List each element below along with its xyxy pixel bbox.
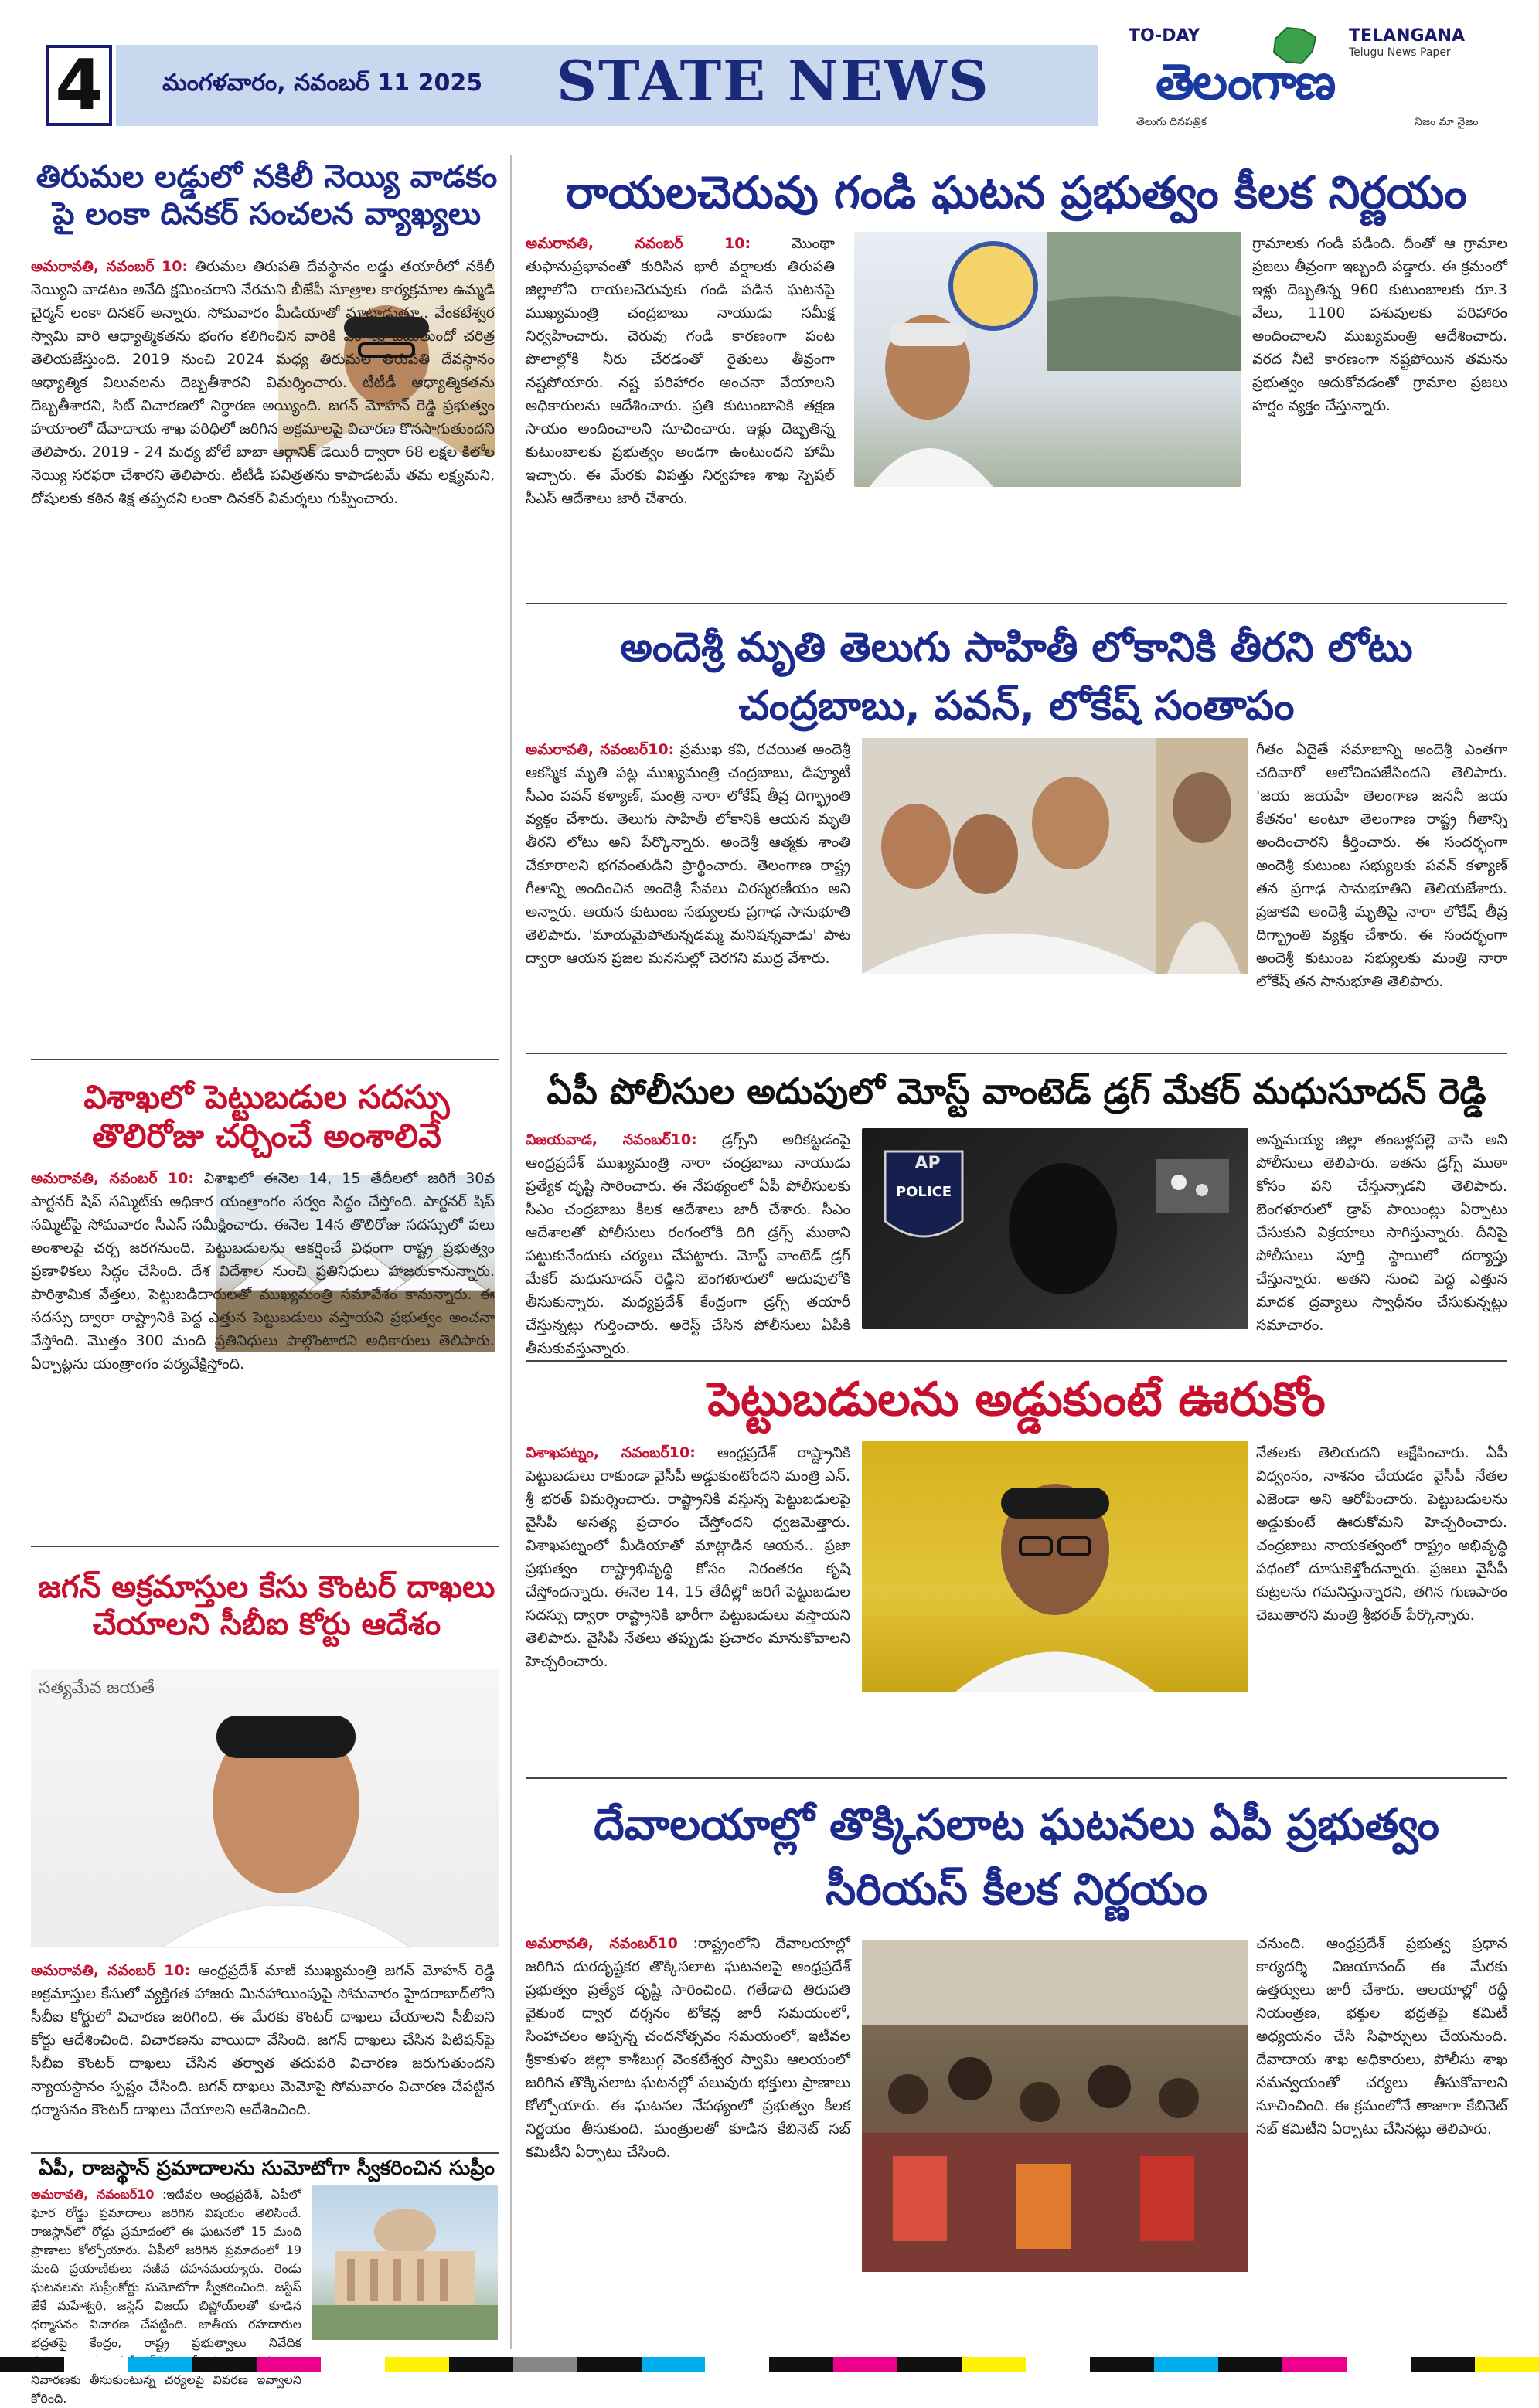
article-8-text: :ఇటీవల ఆంధ్రప్రదేశ్, ఏపీలో ఘోర రోడ్డు ప్రమాదాలు జరిగిన విషయం తెలిసిందే. రాజస్థాన్‌లో రోడ్డు ప్రమాదంలో ఈ ఘటనలో 15 మంది ప్రాణాలు కోల్పోయారు. ఏపీలో జరిగిన ప్రమాదంలో 19 మంది ప్రయాణికులు సజీవ దహనమయ్యారు. రెండు ఘటనలను సుప్రీంకోర్టు సుమోటోగా స్వీకరించింది. జస్టిస్ జేకే మహేశ్వరి, జస్టిస్ విజయ్ బిష్ణోయ్‌లతో కూడిన ధర్మాసనం విచారణ చేపట్టింది. జాతీయ రహదారుల భద్రతపై కేంద్రం, రాష్ట్ర ప్రభుత్వాలు నివేదిక నివారణకు తీసుకుంటున్న చర్యలపై వివరణ ఇవ్వాలని కోరింది.: [31, 2187, 301, 2406]
article-9-text-2: చనుంది. ఆంధ్రప్రదేశ్ ప్రభుత్వ ప్రధాన కార్యదర్శి విజయానంద్ ఈ మేరకు ఉత్తర్వులు జారీ చేశారు. ఆలయాల్లో రద్దీ నియంత్రణ, భక్తుల భద్రతపై కమిటీ అధ్యయనం చేసి సిఫార్సులు చేయనుంది. దేవాదాయ శాఖ అధికారులు, పోలీసు శాఖ సమన్వయంతో చర్యలు తీసుకోవాలని సూచించింది. ఈ క్రమంలోనే తాజాగా కేబినెట్ సబ్ కమిటీని ఏర్పాటు చేసినట్లు తెలిపారు.: [1256, 1935, 1507, 2138]
supreme-court-graphic: [312, 2185, 498, 2340]
reg-swatch: [513, 2357, 577, 2372]
article-7-text-2: నేతలకు తెలియదని ఆక్షేపించారు. ఏపీ విధ్వంసం, నాశనం చేయడం వైసీపీ నేతల ఎజెండా అని ఆరోపించారు. పెట్టుబడులను అడ్డుకుంటే ఊరుకోమని హెచ్చరించారు. చంద్రబాబు నాయకత్వంలో రాష్ట్రం అభివృద్ధి పథంలో దూసుకెళ్తోందన్నారు. ప్రజలు వైసీపీ కుట్రలను గమనిస్తున్నారని, తగిన గుణపాఠం చెబుతారని మంత్రి శ్రీభరత్ పేర్కొన్నారు.: [1256, 1444, 1507, 1624]
article-8-dateline: అమరావతి, నవంబర్10: [31, 2187, 155, 2202]
reg-swatch: [192, 2357, 257, 2372]
reg-swatch: [897, 2357, 962, 2372]
issue-date: మంగళవారం, నవంబర్ 11 2025: [162, 70, 483, 97]
article-2-body: [526, 232, 835, 591]
reg-swatch: [1282, 2357, 1347, 2372]
jagan-portrait-graphic: [31, 1669, 499, 1947]
article-8-photo: [312, 2185, 498, 2340]
article-3-body: [31, 1167, 495, 1546]
reg-swatch: [1218, 2357, 1282, 2372]
article-4-body: [526, 738, 850, 1043]
article-4-dateline: అమరావతి, నవంబర్10:: [526, 741, 675, 758]
article-5-dateline: అమరావతి, నవంబర్ 10:: [31, 1962, 191, 1979]
article-8-row: [31, 2185, 502, 2406]
article-4-text-2: గీతం ఏదైతే సమాజాన్ని అందెశ్రీ ఎంతగా చదివారో ఆలోచింపజేసిందని తెలిపారు. 'జయ జయహే తెలంగాణ జననీ జయ కేతనం' అంటూ తెలంగాణ రాష్ట్ర గీతాన్ని అందించారని కీర్తించారు. ఈ సందర్భంగా అందెశ్రీ కుటుంబ సభ్యులకు పవన్ కళ్యాణ్ తన ప్రగాఢ సానుభూతిని తెలియజేశారు. ప్రజాకవి అందెశ్రీ మృతిపై నారా లోకేష్ తీవ్ర దిగ్భ్రాంతి వ్యక్తం చేశారు. ఈ సందర్భంగా అందెశ్రీ కుటుంబ సభ్యులకు మంత్రి నారా లోకేష్ తన సానుభూతి తెలిపారు.: [1256, 741, 1507, 990]
logo-caption-right: నిజం మా నైజం: [1415, 116, 1479, 128]
divider: [31, 1546, 499, 1547]
article-7-text: ఆంధ్రప్రదేశ్ రాష్ట్రానికి పెట్టుబడులు రాకుండా వైసీపీ అడ్డుకుంటోందని మంత్రి ఎన్. శ్రీ భరత్ విమర్శించారు. రాష్ట్రానికి వస్తున్న పెట్టుబడులపై వైసీపీ అసత్య ప్రచారం చేస్తోందని ధ్వజమెత్తారు. విశాఖపట్నంలో మీడియాతో మాట్లాడిన ఆయన.. ప్రజా ప్రభుత్వం రాష్ట్రాభివృద్ధి కోసం నిరంతరం కృషి చేస్తోందన్నారు. ఈనెల 14, 15 తేదీల్లో జరిగే పెట్టుబడుల సదస్సు ద్వారా రాష్ట్రానికి భారీగా పెట్టుబడులు వస్తాయని తెలిపారు. వైసీపీ నేతలు తప్పుడు ప్రచారం మానుకోవాలని హెచ్చరించారు.: [526, 1444, 850, 1670]
reg-swatch: [321, 2357, 385, 2372]
reg-swatch: [642, 2357, 706, 2372]
article-1-body: [31, 255, 495, 1047]
logo-tag-left: TO-DAY: [1129, 26, 1200, 46]
police-badge-label: POLICE: [895, 1184, 952, 1200]
article-4-body-col2: [1256, 738, 1507, 1043]
article-2-body-caption: [854, 495, 1241, 591]
article-3-dateline: అమరావతి, నవంబర్ 10:: [31, 1170, 194, 1187]
article-9-headline: దేవాలయాల్లో తొక్కిసలాట ఘటనలు ఏపీ ప్రభుత్వం సీరియస్ కీలక నిర్ణయం: [594, 1800, 1439, 1915]
article-6-text: డ్రగ్స్‌ని అరికట్టడంపై ఆంధ్రప్రదేశ్ ముఖ్యమంత్రి నారా చంద్రబాబు నాయుడు ప్రత్యేక దృష్టి సారించారు. ఈ నేపథ్యంలో ఏపీ పోలీసులకు సీఎం చంద్రబాబు కీలక ఆదేశాలు జారీ చేశారు. సీఎం ఆదేశాలతో పోలీసులు రంగంలోకి దిగి డ్రగ్స్ ముఠాని పట్టుకునేందుకు చర్యలు చేపట్టారు. మోస్ట్ వాంటెడ్ డ్రగ్ మేకర్ మధుసూదన్ రెడ్డిని బెంగళూరులో అదుపులోకి తీసుకున్నారు. మధ్యప్రదేశ్ కేంద్రంగా డ్రగ్స్ తయారీ చేస్తున్నట్లు గుర్తించారు. అరెస్ట్ చేసిన పోలీసులు ఏపీకి తీసుకువస్తున్నారు.: [526, 1131, 850, 1357]
article-6-body-col2: [1256, 1128, 1507, 1352]
article-8-body: [31, 2185, 301, 2406]
logo-name: తెలంగాణ: [1156, 54, 1335, 111]
reg-swatch: [1026, 2357, 1090, 2372]
article-6-body: [526, 1128, 850, 1357]
article-5-body: [31, 1959, 495, 2144]
reg-swatch: [1154, 2357, 1218, 2372]
reg-swatch: [257, 2357, 321, 2372]
reg-swatch: [385, 2357, 449, 2372]
article-1-text: తిరుమల తిరుపతి దేవస్థానం లడ్డు తయారీలో నకిలీ నెయ్యిని వాడటం అనేది క్షమించరాని నేరమని బీజేపీ సూత్రాల కార్యక్రమాల ఉమ్మడి చైర్మన్ లంకా దినకర్ అన్నారు. సోమవారం మీడియాతో మాట్లాడుతూ.. వేంకటేశ్వర స్వామి వారి ఆధ్యాత్మికతను భంగం కలిగించిన వారికి ఏం శిక్ష పడుతుందో చరిత్ర తెలియజేస్తుంది. 2019 నుంచి 2024 మధ్య తిరుమల తిరుపతి దేవస్థానం ఆధ్యాత్మిక విలువలను దెబ్బతీశారని విమర్శించారు. టీటీడీ ఆధ్యాత్మికతను దెబ్బతీశారని, సిట్ విచారణలో నిర్ధారణ అయ్యింది. జగన్ మోహన్ రెడ్డి ప్రభుత్వం హయాంలో దేవాదాయ శాఖ పరిధిలో జరిగిన అక్రమాలపై విచారణ కొనసాగుతుందని తెలిపారు. 2019 - 24 మధ్య బోలే బాబా ఆర్గానిక్ డెయిరీ ద్వారా 68 లక్షల కిలోల నెయ్యి సరఫరా చేశారని తెలిపారు. టీటీడీ పవిత్రతను కాపాడటమే తమ లక్ష్యమని, దోషులకు కఠిన శిక్ష తప్పదని లంకా దినకర్ విమర్శలు గుప్పించారు.: [31, 258, 495, 507]
divider: [526, 603, 1507, 604]
article-5-text: ఆంధ్రప్రదేశ్ మాజీ ముఖ్యమంత్రి జగన్ మోహన్ రెడ్డి అక్రమాస్తుల కేసులో వ్యక్తిగత హాజరు మినహాయింపుపై సోమవారం హైదరాబాద్‌లోని సీబీఐ కోర్టులో విచారణ జరిగింది. ఈ మేరకు కౌంటర్ దాఖలు చేయాలని సీబీఐని కోర్టు ఆదేశించింది. విచారణను వాయిదా వేసింది. జగన్ దాఖలు చేసిన పిటిషన్‌పై సీబీఐ కౌంటర్ దాఖలు చేసిన తర్వాత తదుపరి విచారణ జరుగుతుందని న్యాయస్థానం స్పష్టం చేసింది. జగన్ దాఖలు మెమోపై సోమవారం విచారణ చేపట్టిన ధర్మాసనం కౌంటర్ దాఖలు చేయాలని ఆదేశించింది.: [31, 1962, 495, 2118]
article-9-dateline: అమరావతి, నవంబర్10: [526, 1935, 678, 1952]
article-3-headline: విశాఖలో పెట్టుబడుల సదస్సు తొలిరోజు చర్చించే అంశాలివే: [83, 1078, 450, 1155]
divider: [31, 1059, 499, 1060]
column-divider: [510, 155, 512, 2349]
article-4-text: ప్రముఖ కవి, రచయిత అందెశ్రీ ఆకస్మిక మృతి పట్ల ముఖ్యమంత్రి చంద్రబాబు, డిప్యూటీ సీఎం పవన్ కళ్యాణ్, మంత్రి నారా లోకేష్ తీవ్ర దిగ్భ్రాంతి వ్యక్తం చేశారు. తెలుగు సాహితీ లోకానికి ఆయన మృతి తీరని లోటు అని పేర్కొన్నారు. అందెశ్రీ ఆత్మకు శాంతి చేకూరాలని భగవంతుడిని ప్రార్థించారు. తెలంగాణ రాష్ట్ర గీతాన్ని అందించిన అందెశ్రీ సేవలు చిరస్మరణీయం అని అన్నారు. ఆయన కుటుంబ సభ్యులకు ప్రగాఢ సానుభూతి తెలిపారు. 'మాయమైపోతున్నడమ్మ మనిషన్నవాడు' పాట ద్వారా ఆయన ప్రజల మనసుల్లో చెరగని ముద్ర వేశారు.: [526, 741, 850, 967]
article-7-dateline: విశాఖపట్నం, నవంబర్10:: [526, 1444, 696, 1461]
reg-swatch: [1475, 2357, 1539, 2372]
article-7-body-col2: [1256, 1441, 1507, 1766]
article-6-dateline: విజయవాడ, నవంబర్10:: [526, 1131, 697, 1148]
minister-portrait-graphic: [862, 1441, 1248, 1692]
article-6-text-2: అన్నమయ్య జిల్లా తంబళ్లపల్లె వాసి అని పోలీసులు తెలిపారు. ఇతను డ్రగ్స్ ముఠా కోసం పని చేస్తున్నాడని తెలిపారు. బెంగళూరులో డ్రాప్ పాయింట్లు ఏర్పాటు చేసుకుని విక్రయాలు సాగిస్తున్నారు. దీనిపై పోలీసులు పూర్తి స్థాయిలో దర్యాప్తు చేస్తున్నారు. అతని నుంచి పెద్ద ఎత్తున మాదక ద్రవ్యాలు స్వాధీనం చేసుకున్నట్లు సమాచారం.: [1256, 1131, 1507, 1334]
article-9-body-caption: [862, 2276, 1248, 2342]
print-registration-bar: [0, 2357, 1539, 2372]
article-4-photo: [862, 738, 1248, 974]
article-2-headline: రాయలచెరువు గండి ఘటన ప్రభుత్వం కీలక నిర్ణయం: [566, 166, 1467, 219]
article-7-body: [526, 1441, 850, 1766]
divider: [526, 1360, 1507, 1362]
article-7-body-caption: [862, 1696, 1248, 1766]
divider: [31, 2152, 499, 2154]
article-2-text: మొంథా తుఫానుప్రభావంతో కురిసిన భారీ వర్షాలకు తిరుపతి జిల్లాలోని రాయలచెరువుకు గండి పడిన ఘటనపై ముఖ్యమంత్రి చంద్రబాబు నాయుడు సమీక్ష నిర్వహించారు. చెరువు గండి కారణంగా పంట పొలాల్లోకి నీరు చేరడంతో రైతులు తీవ్రంగా నష్టపోయారు. నష్ట పరిహారం అంచనా వేయాలని అధికారులను ఆదేశించారు. ప్రతి కుటుంబానికి తక్షణ సాయం అందించాలని సూచించారు. ఇళ్లు దెబ్బతిన్న కుటుంబాలకు ప్రభుత్వం అండగా ఉంటుందని హామీ ఇచ్చారు. ఈ మేరకు విపత్తు నిర్వహణ శాఖ స్పెషల్ సీఎస్ ఆదేశాలు జారీ చేశారు.: [526, 235, 835, 507]
article-6-headline: ఏపీ పోలీసుల అదుపులో మోస్ట్ వాంటెడ్ డ్రగ్ మేకర్ మధుసూదన్ రెడ్డి: [546, 1070, 1486, 1112]
reg-swatch: [64, 2357, 128, 2372]
article-2-body-col2: [1252, 232, 1507, 591]
article-9-photo: [862, 1940, 1248, 2272]
article-4-headline: అందెశ్రీ మృతి తెలుగు సాహితీ లోకానికి తీరని లోటు చంద్రబాబు, పవన్, లోకేష్ సంతాపం: [620, 624, 1413, 730]
article-1-dateline: అమరావతి, నవంబర్ 10:: [31, 258, 189, 275]
article-9-body-col2: [1256, 1932, 1507, 2342]
article-4-body-caption: [862, 978, 1248, 1047]
reg-swatch: [769, 2357, 833, 2372]
section-title: STATE NEWS: [557, 48, 990, 114]
reg-swatch: [577, 2357, 642, 2372]
reg-swatch: [1090, 2357, 1154, 2372]
article-2-dateline: అమరావతి, నవంబర్ 10:: [526, 235, 751, 252]
article-5-headline: జగన్ అక్రమాస్తుల కేసు కౌంటర్ దాఖలు చేయాలని సీబీఐ కోర్టు ఆదేశం: [38, 1570, 495, 1642]
article-9-text: :రాష్ట్రంలోని దేవాలయాల్లో జరిగిన దురదృష్టకర తొక్కిసలాట ఘటనలపై ఆంధ్రప్రదేశ్ ప్రభుత్వం ప్రత్యేక దృష్టి సారించింది. గతేడాది తిరుపతి వైకుంఠ ద్వార దర్శనం టోకెన్ల జారీ సమయంలో, సింహాచలం అప్పన్న చందనోత్సవం సమయంలో, ఇటీవల శ్రీకాకుళం జిల్లా కాశీబుగ్గ వెంకటేశ్వర స్వామి ఆలయంలో జరిగిన తొక్కిసలాట ఘటనల్లో పలువురు భక్తులు ప్రాణాలు కోల్పోయారు. ఈ ఘటనల నేపథ్యంలో ప్రభుత్వం కీలక నిర్ణయం తీసుకుంది. మంత్రులతో కూడిన కేబినెట్ సబ్ కమిటీని ఏర్పాటు చేసింది.: [526, 1935, 850, 2161]
divider: [526, 1053, 1507, 1054]
cm-and-flood-graphic: [854, 232, 1241, 487]
article-3-text: విశాఖలో ఈనెల 14, 15 తేదీలలో జరిగే 30వ పార్టనర్ షిప్ సమ్మిట్‌కు అధికార యంత్రాంగం సర్వం సిద్ధం చేస్తోంది. పార్టనర్ షిప్ సమ్మిట్‌పై సోమవారం సీఎస్ సమీక్షించారు. ఈనెల 14న తొలిరోజు సదస్సులో పలు అంశాలపై చర్చ జరగనుంది. పెట్టుబడులను ఆకర్షించే విధంగా రాష్ట్ర ప్రభుత్వం ప్రణాళికలు సిద్ధం చేసింది. దేశ విదేశాల నుంచి ప్రతినిధులు హాజరుకానున్నారు. పారిశ్రామిక వేత్తలు, పెట్టుబడిదారులతో ముఖ్యమంత్రి సమావేశం కానున్నారు. ఈ సదస్సు ద్వారా రాష్ట్రానికి పెద్ద ఎత్తున పెట్టుబడులు వస్తాయని ప్రభుత్వం అంచనా వేస్తోంది. మొత్తం 300 మంది ప్రతినిధులు పాల్గొంటారని అధికారులు తెలిపారు. ఏర్పాట్లను యంత్రాంగం పర్యవేక్షిస్తోంది.: [31, 1170, 495, 1372]
article-2-text-2: గ్రామాలకు గండి పడింది. దీంతో ఆ గ్రామాల ప్రజలు తీవ్రంగా ఇబ్బంది పడ్డారు. ఈ క్రమంలో ఇళ్లు దెబ్బతిన్న 960 కుటుంబాలకు రూ.3 వేలు, 1100 పశువులకు పరిహారం అందించాలని ముఖ్యమంత్రి ఆదేశించారు. వరద నీటి కారణంగా నష్టపోయిన తమను ప్రభుత్వం ఆదుకోవడంతో గ్రామాల ప్రజలు హర్షం వ్యక్తం చేస్తున్నారు.: [1252, 235, 1507, 414]
police-badge-top-label: AP: [914, 1154, 941, 1173]
article-5-photo: [31, 1669, 499, 1947]
article-7-photo: [862, 1441, 1248, 1692]
divider: [526, 1777, 1507, 1779]
reg-swatch: [128, 2357, 192, 2372]
leaders-collage-graphic: [862, 738, 1248, 974]
article-8-headline: ఏపీ, రాజస్థాన్ ప్రమాదాలను సుమోటోగా స్వీకరించిన సుప్రీం: [39, 2157, 495, 2180]
article-8: [31, 2156, 502, 2406]
article-9-body: [526, 1932, 850, 2342]
page-number: 4: [46, 45, 112, 126]
logo-tag-sub: Telugu News Paper: [1349, 46, 1451, 59]
logo-caption-left: తెలుగు దినపత్రిక: [1136, 116, 1207, 128]
reg-swatch: [1411, 2357, 1475, 2372]
reg-swatch: [1347, 2357, 1411, 2372]
reg-swatch: [0, 2357, 64, 2372]
logo-tag-right: TELANGANA: [1349, 26, 1466, 46]
article-1-headline: తిరుమల లడ్డులో నకిలీ నెయ్యి వాడకం పై లంకా దినకర్ సంచలన వ్యాఖ్యలు: [36, 159, 498, 232]
reg-swatch: [705, 2357, 769, 2372]
reg-swatch: [962, 2357, 1026, 2372]
reg-swatch: [449, 2357, 513, 2372]
article-7-headline: పెట్టుబడులను అడ్డుకుంటే ఊరుకోం: [707, 1372, 1326, 1427]
stampede-crowd-graphic: [862, 1940, 1248, 2272]
article-2-photo: [854, 232, 1241, 487]
reg-swatch: [833, 2357, 897, 2372]
ap-emblem-text: సత్యమేవ జయతే: [39, 1678, 155, 1698]
